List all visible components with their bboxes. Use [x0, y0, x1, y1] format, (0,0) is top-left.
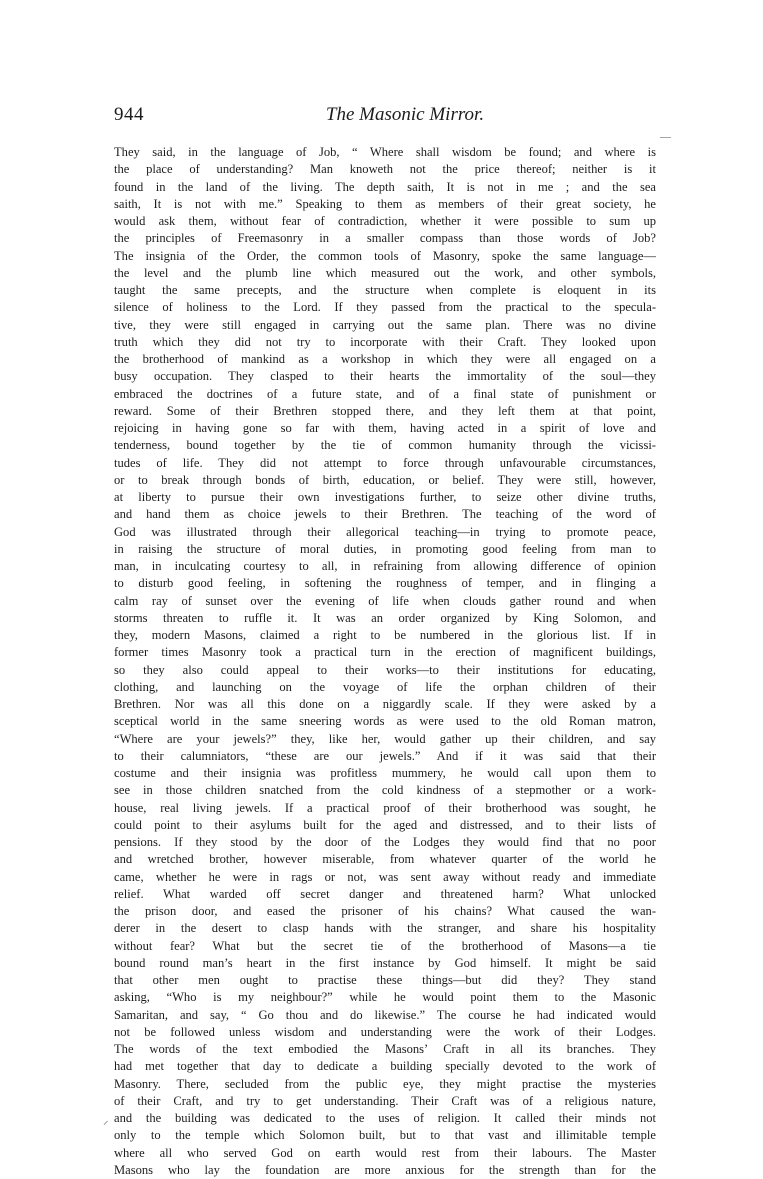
- text-line: house, real living jewels. If a practical proof of their brotherhood was sought, he: [114, 800, 656, 815]
- text-line: The words of the text embodied the Masons’ Craft in all its branches. They: [114, 1042, 656, 1056]
- text-line: truth which they did not try to incorporate with their Craft. They looked upon: [114, 334, 656, 349]
- text-line: that other men ought to practise these things—but did they? They stand: [114, 973, 656, 987]
- text-line: taught the same precepts, and the structure when complete is eloquent in its: [114, 283, 656, 297]
- text-line: see in those children snatched from the cold kindness of a stepmother or a work-: [114, 783, 656, 798]
- text-line: The insignia of the Order, the common tools of Masonry, spoke the same language—: [114, 248, 656, 263]
- text-line: or to break through bonds of birth, education, or belief. They were still, however,: [114, 472, 656, 487]
- text-line: asking, “Who is my neighbour?” while he would point them to the Masonic: [114, 990, 656, 1005]
- text-line: only to the temple which Solomon built, but to that vast and illimitable temple: [114, 1128, 656, 1143]
- page-number: 944: [114, 104, 144, 125]
- text-line: clothing, and launching on the voyage of life the orphan children of their: [114, 679, 656, 694]
- text-line: sceptical world in the same sneering words as were used to the old Roman matron,: [114, 714, 656, 729]
- margin-mark: ‒‒: [660, 131, 671, 143]
- text-line: to disturb good feeling, in softening the roughness of temper, and in flinging a: [114, 576, 656, 591]
- text-line: tive, they were still engaged in carrying out the same plan. There was no divine: [114, 317, 656, 332]
- text-line: “Where are your jewels?” they, like her, would gather up their children, and say: [114, 731, 656, 746]
- text-line: relief. What warded off secret danger and threatened harm? What unlocked: [114, 886, 656, 901]
- text-line: had met together that day to dedicate a building specially devoted to the work of: [114, 1059, 656, 1074]
- text-line: where all who served God on earth would rest from their labours. The Master: [114, 1145, 656, 1160]
- text-line: to their calumniators, “these are our jewels.” And if it was said that their: [114, 748, 656, 763]
- text-line: reward. Some of their Brethren stopped there, and they left them at that point,: [114, 403, 656, 418]
- text-line: found in the land of the living. The depth saith, It is not in me ; and the sea: [114, 179, 656, 194]
- text-line: without fear? What but the secret tie of the brotherhood of Masons—a tie: [114, 938, 656, 953]
- text-line: former times Masonry took a practical turn in the erection of magnificent buildings,: [114, 645, 656, 660]
- text-line: Brethren. Nor was all this done on a niggardly scale. If they were asked by a: [114, 697, 656, 711]
- text-line: God was illustrated through their allegorical teaching—in trying to promote peace,: [114, 524, 656, 539]
- text-line: pensions. If they stood by the door of the Lodges they would find that no poor: [114, 835, 656, 849]
- text-line: storms threaten to ruffle it. It was an order organized by King Solomon, and: [114, 610, 656, 625]
- text-line: the brotherhood of mankind as a workshop in which they were all engaged on a: [114, 352, 656, 366]
- text-line: at liberty to pursue their own investigations further, to seize other divine truths,: [114, 490, 656, 504]
- text-line: bound round man’s heart in the first instance by God himself. It might be said: [114, 955, 656, 970]
- text-line: would ask them, without fear of contradiction, whether it were possible to sum up: [114, 214, 656, 228]
- margin-mark: ⸝: [103, 1115, 109, 1127]
- text-line: calm ray of sunset over the evening of life when clouds gather round and when: [114, 593, 656, 608]
- text-line: so they also could appeal to their works—to their institutions for educating,: [114, 662, 656, 677]
- text-line: the place of understanding? Man knoweth not the price thereof; neither is it: [114, 162, 656, 177]
- text-line: tudes of life. They did not attempt to force through unfavourable circumstances,: [114, 455, 656, 470]
- text-line: They said, in the language of Job, “ Where shall wisdom be found; and where is: [114, 145, 656, 159]
- text-line: and wretched brother, however miserable, from whatever quarter of the world he: [114, 852, 656, 867]
- text-line: not be followed unless wisdom and understanding were the work of their Lodges.: [114, 1024, 656, 1039]
- text-line: man, in inculcating courtesy to all, in refraining from allowing difference of opinion: [114, 559, 656, 573]
- text-line: embraced the doctrines of a future state, and of a final state of punishment or: [114, 386, 656, 401]
- text-line: of their Craft, and try to get understanding. Their Craft was of a religious nature,: [114, 1093, 656, 1108]
- text-line: Masonry. There, secluded from the public eye, they might practise the mysteries: [114, 1076, 656, 1091]
- text-line: silence of holiness to the Lord. If they passed from the practical to the specula-: [114, 300, 656, 315]
- text-line: in raising the structure of moral duties, in promoting good feeling from man to: [114, 541, 656, 556]
- text-line: the principles of Freemasonry in a smaller compass than those words of Job?: [114, 231, 656, 246]
- text-line: the level and the plumb line which measured out the work, and other symbols,: [114, 265, 656, 280]
- text-line: busy occupation. They clasped to their hearts the immortality of the soul—they: [114, 369, 656, 384]
- text-line: saith, It is not with me.” Speaking to them as members of their great society, he: [114, 196, 656, 211]
- text-line: came, whether he were in rags or not, was sent away without ready and immediate: [114, 869, 656, 884]
- text-line: rejoicing in having gone so far with them, having acted in a spirit of love and: [114, 421, 656, 435]
- article-body: [114, 144, 656, 1179]
- text-line: derer in the desert to clasp hands with the stranger, and share his hospitality: [114, 921, 656, 936]
- text-line: and hand them as choice jewels to their Brethren. The teaching of the word of: [114, 507, 656, 522]
- text-line: the prison door, and eased the prisoner of his chains? What caused the wan-: [114, 904, 656, 918]
- text-line: could point to their asylums built for the aged and distressed, and to their lists of: [114, 817, 656, 832]
- text-line: Masons who lay the foundation are more anxious for the strength than for the: [114, 1162, 656, 1177]
- text-line: tenderness, bound together by the tie of common humanity through the vicissi-: [114, 438, 656, 453]
- running-title: The Masonic Mirror.: [325, 104, 485, 125]
- page-header: [114, 104, 656, 130]
- text-line: costume and their insignia was profitless mummery, he would call upon them to: [114, 766, 656, 780]
- text-line: Samaritan, and say, “ Go thou and do likewise.” The course he had indicated would: [114, 1007, 656, 1022]
- text-line: they, modern Masons, claimed a right to be numbered in the glorious list. If in: [114, 628, 656, 642]
- text-line: and the building was dedicated to the uses of religion. It called their minds not: [114, 1111, 656, 1125]
